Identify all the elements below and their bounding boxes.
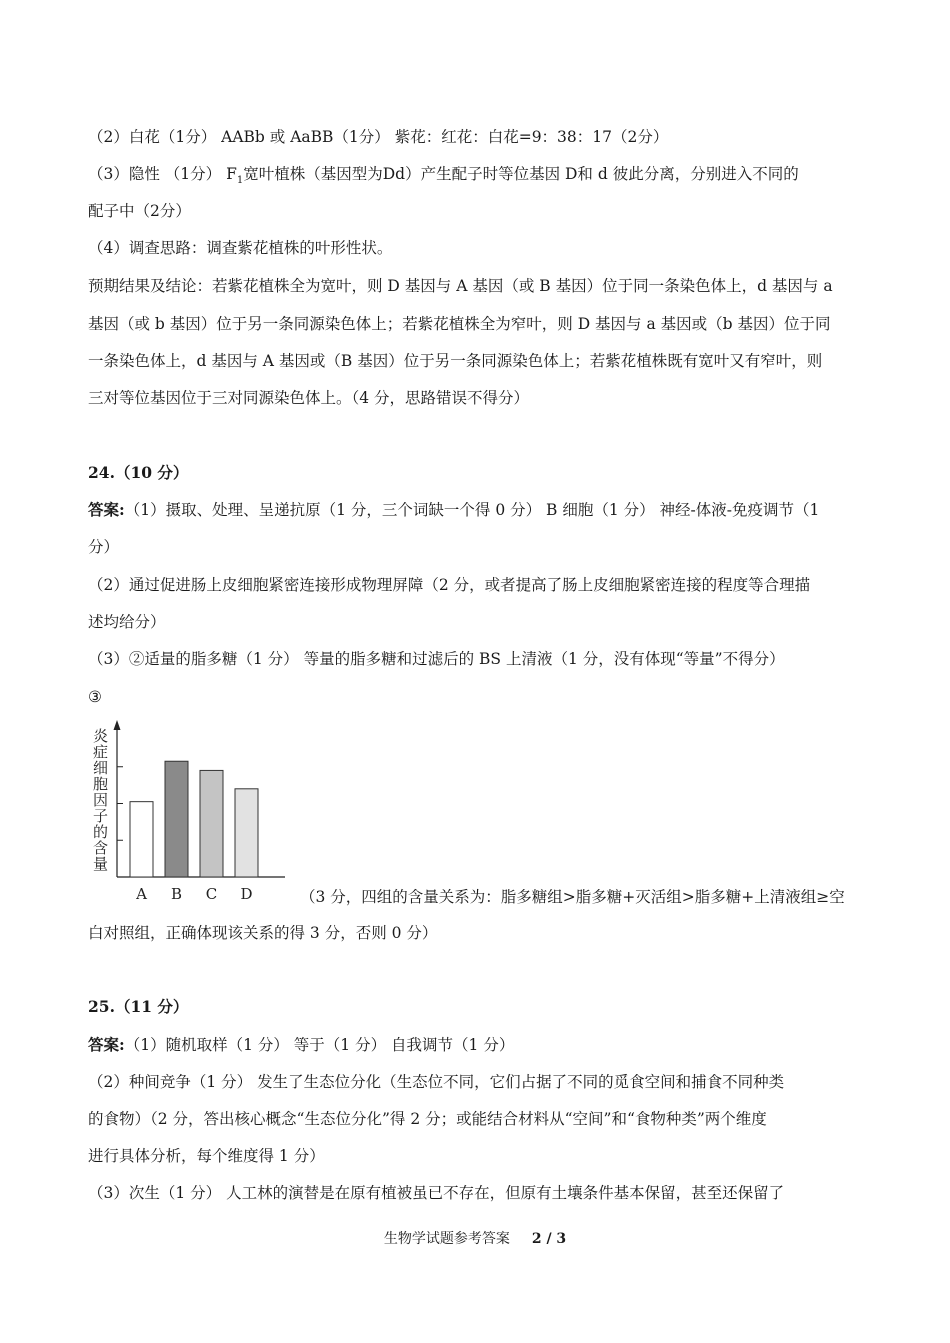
bar-d — [235, 789, 258, 877]
q24-answer-line2: （2）通过促进肠上皮细胞紧密连接形成物理屏障（2 分，或者提高了肠上皮细胞紧密连接的程度等合理描 — [88, 576, 811, 594]
q23-result-line1: 预期结果及结论：若紫花植株全为宽叶，则 D 基因与 A 基因（或 B 基因）位于同一条染色体上，d 基因与 a — [88, 277, 833, 295]
q23-part3-post: 宽叶植株（基因型为Dd）产生配子时等位基因 D和 d 彼此分离，分别进入不同的 — [243, 165, 799, 183]
q23-part3-subscript: 1 — [236, 175, 244, 187]
bar-chart — [86, 716, 286, 908]
q23-part4: （4）调查思路：调查紫花植株的叶形性状。 — [88, 239, 393, 257]
q23-part3-line1 — [88, 163, 799, 192]
q24-answer-1: （1）摄取、处理、呈递抗原（1 分，三个词缺一个得 0 分） B 细胞（1 分） 神经-体液-免疫调节（1 — [124, 501, 820, 519]
bar-a — [130, 802, 153, 877]
q24-chart-note: （3 分，四组的含量关系为：脂多糖组>脂多糖+灭活组>脂多糖+上清液组≥空 — [300, 888, 845, 906]
answer-label: 答案: — [88, 500, 125, 519]
x-tick-label: C — [205, 885, 218, 903]
q25-answer-line2c: 进行具体分析，每个维度得 1 分） — [88, 1147, 325, 1165]
q23-part2: （2）白花（1分） AABb 或 AaBB（1分） 紫花：红花：白花=9：38：17（2分） — [88, 128, 669, 146]
y-axis-label: 炎症细胞因子的含量 — [91, 728, 109, 872]
q23-part3-pre: （3）隐性 （1分） F — [88, 165, 237, 183]
q25-answer-line1 — [88, 1034, 514, 1056]
q24-title: 24.（10 分） — [88, 463, 189, 482]
x-tick-label: D — [240, 885, 253, 903]
q25-answer-line2b: 的食物）（2 分，答出核心概念“生态位分化”得 2 分；或能结合材料从“空间”和“食物种类”两个维度 — [88, 1110, 767, 1128]
footer-title: 生物学试题参考答案 — [383, 1231, 510, 1247]
q24-chart-note2: 白对照组，正确体现该关系的得 3 分，否则 0 分） — [88, 924, 438, 942]
q23-result-line2: 基因（或 b 基因）位于另一条同源染色体上；若紫花植株全为窄叶，则 D 基因与 a 基因或（b 基因）位于同 — [88, 315, 831, 333]
q25-answer-1: （1）随机取样（1 分） 等于（1 分） 自我调节（1 分） — [124, 1036, 515, 1054]
q24-answer-line2b: 述均给分） — [88, 613, 166, 631]
bar-b — [165, 761, 188, 877]
q23-part3-line2: 配子中（2分） — [88, 202, 191, 220]
q25-title: 25.（11 分） — [88, 997, 189, 1016]
x-tick-label: B — [170, 885, 183, 903]
page-footer — [0, 1228, 950, 1248]
answer-label: 答案: — [88, 1035, 125, 1054]
bar-c — [200, 770, 223, 877]
x-tick-label: A — [136, 885, 147, 903]
page-number: 2 / 3 — [531, 1231, 567, 1247]
q24-answer-line1b: 分） — [88, 538, 120, 556]
q25-answer-line2: （2）种间竞争（1 分） 发生了生态位分化（生态位不同，它们占据了不同的觅食空间和捕食不同种类 — [88, 1073, 785, 1091]
q23-result-line4: 三对等位基因位于三对同源染色体上。（4 分，思路错误不得分） — [88, 389, 530, 407]
q24-answer-line1 — [88, 499, 819, 521]
q25-answer-line3: （3）次生（1 分） 人工林的演替是在原有植被虽已不存在，但原有土壤条件基本保留，甚至还保留了 — [88, 1184, 785, 1202]
q24-answer-line3: （3）②适量的脂多糖（1 分） 等量的脂多糖和过滤后的 BS 上清液（1 分，没有体现“等量”不得分） — [88, 650, 785, 668]
q23-result-line3: 一条染色体上，d 基因与 A 基因或（B 基因）位于另一条同源染色体上；若紫花植株既有宽叶又有窄叶，则 — [88, 352, 823, 370]
y-axis-arrow — [114, 720, 121, 730]
q24-answer-circled3: ③ — [88, 688, 102, 706]
